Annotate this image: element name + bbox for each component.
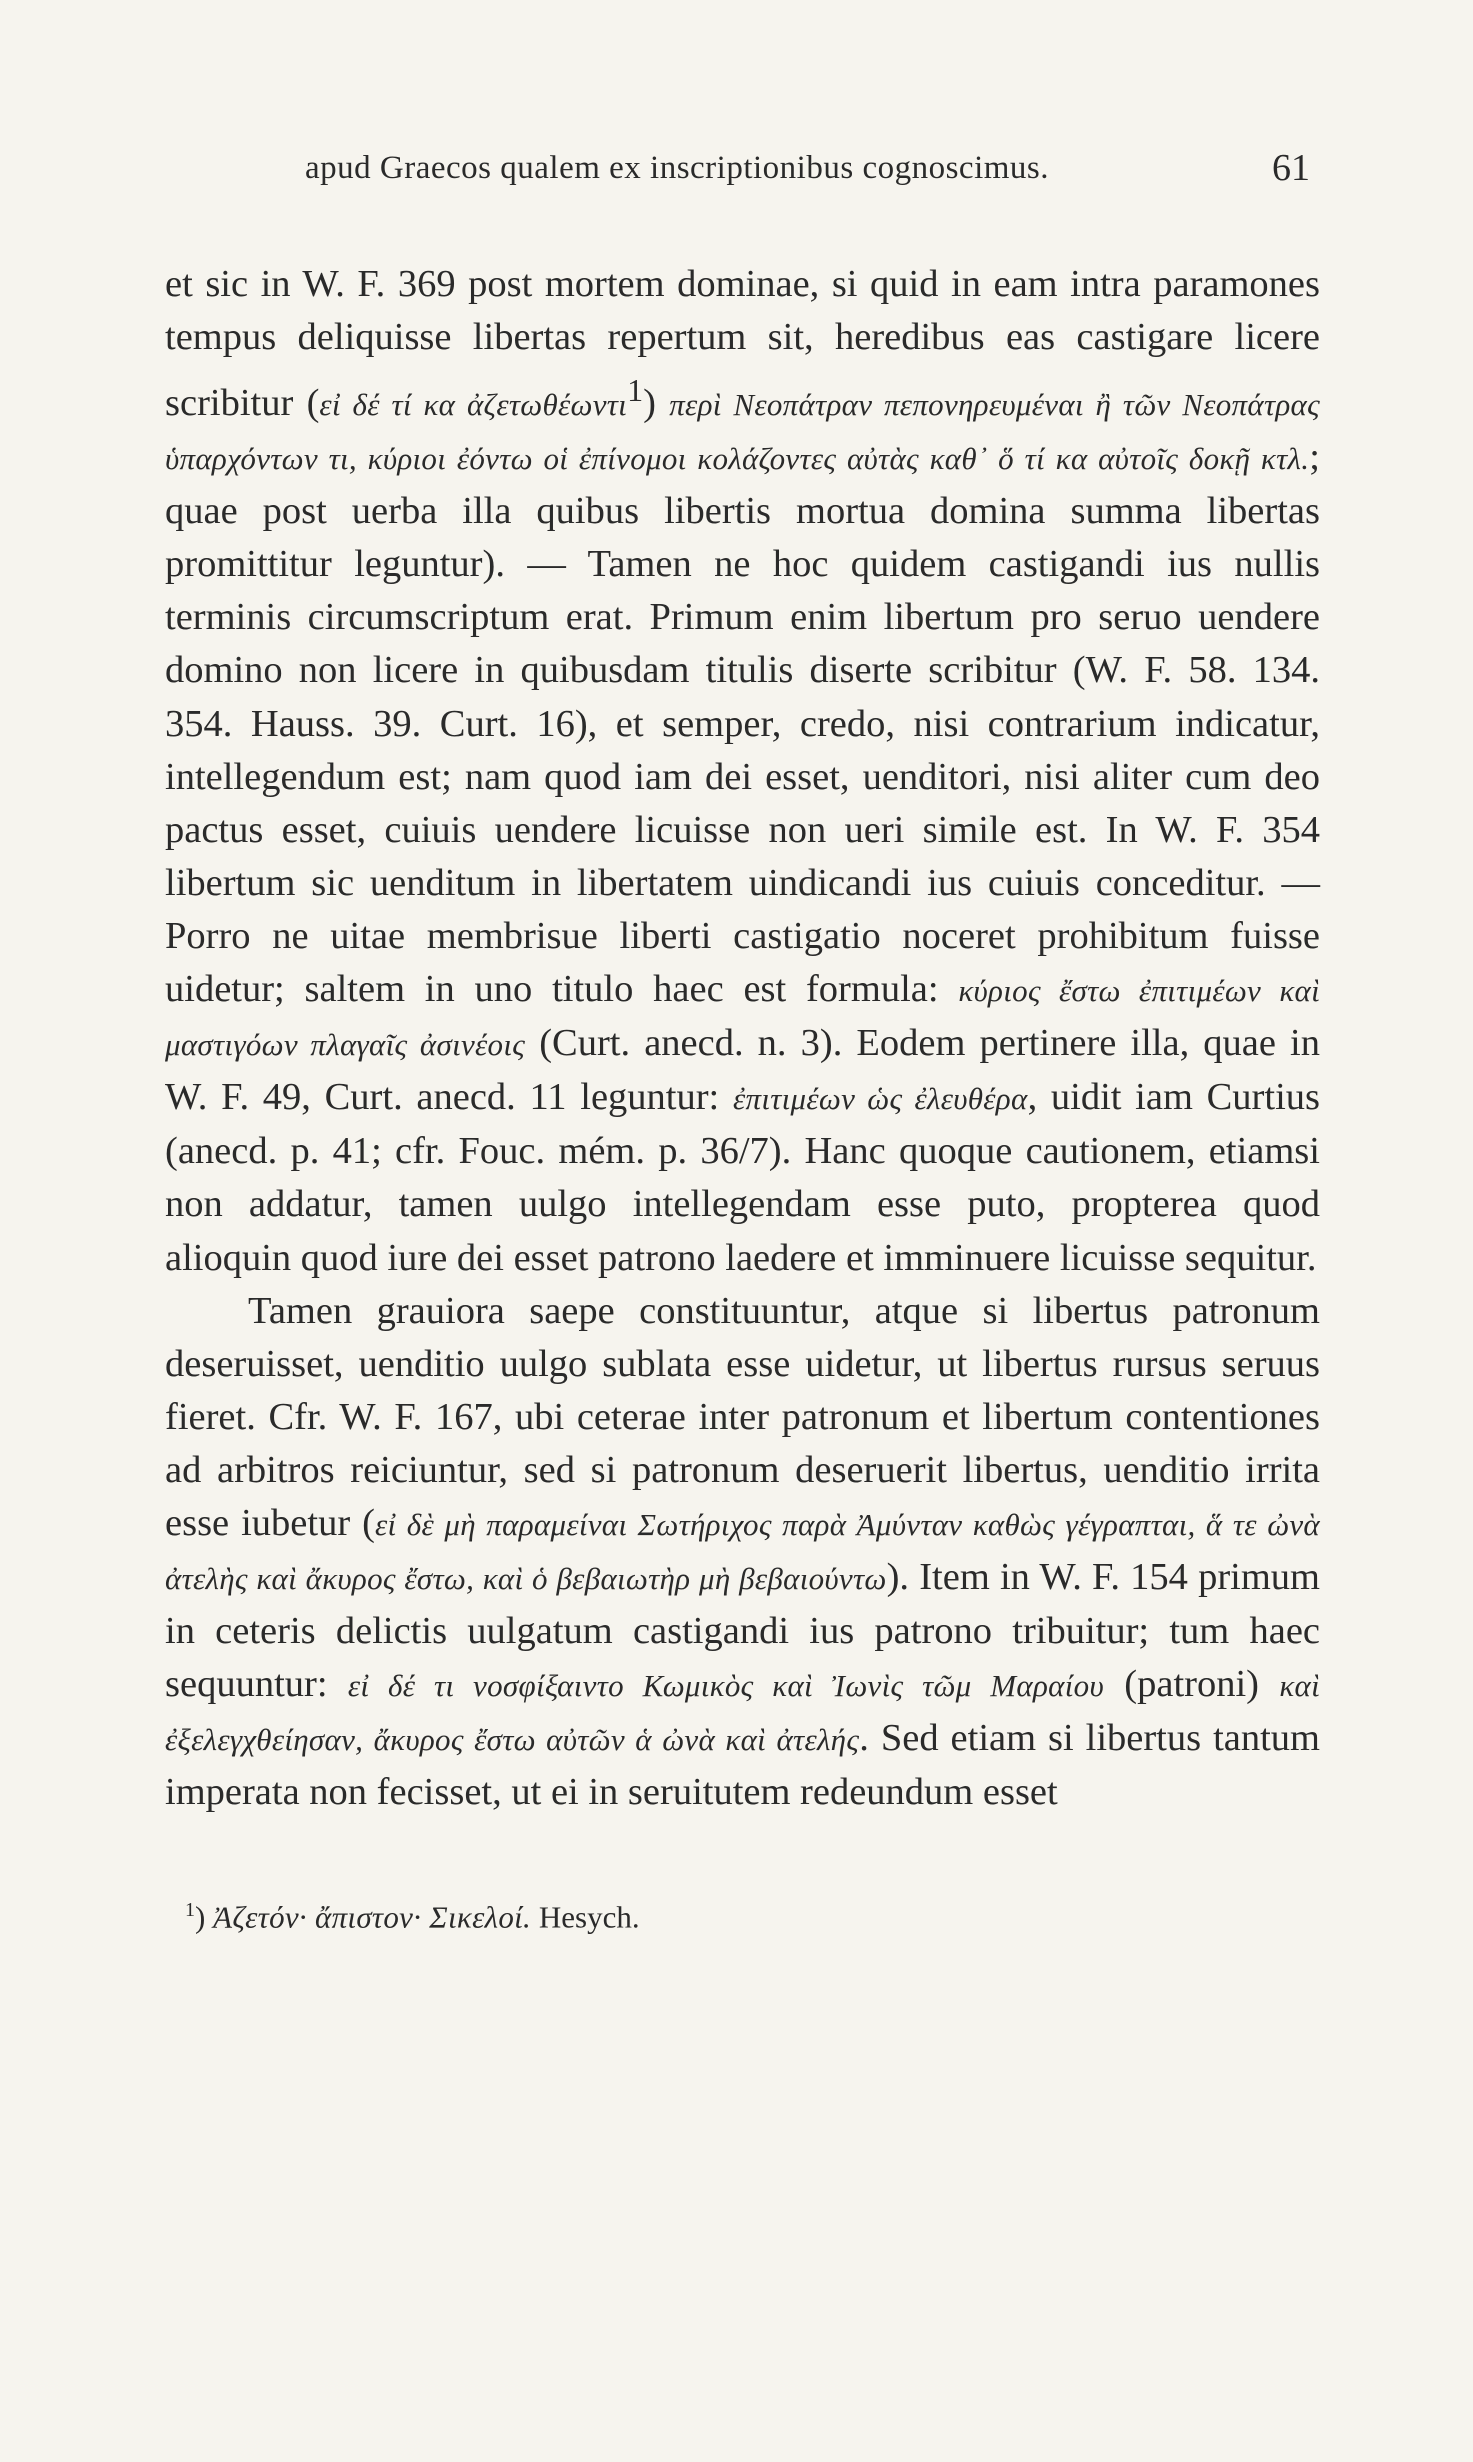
text-run: ). Item in W. F. 154 primum in ceteris delictis uulgatum castigandi ius patrono tribuitur; tum haec sequuntur: <box>165 1556 1320 1706</box>
text-run: (patroni) <box>1103 1663 1280 1706</box>
text-run: Tamen grauiora saepe constituuntur, atque si libertus patronum deseruisset, uenditio uulgo sublata esse uidetur, ut libertus rursus seruus fieret. Cfr. W. F. 167, ubi ceterae inter patronum et libertum contentiones ad arbitros reiciuntur, sed si patronum deseruerit libertus, uenditio irrita esse iubetur ( <box>165 1289 1320 1544</box>
text-run: et sic in W. F. 369 post mortem dominae, si quid in eam intra paramones tempus deliquisse libertas repertum sit, heredibus eas castigare licere scribitur ( <box>165 263 1320 425</box>
page-header <box>165 140 1320 200</box>
footnote-marker: 1 <box>185 1898 195 1921</box>
greek-quote: εἰ δέ τί κα ἀζετωθέωντι <box>319 387 628 423</box>
greek-quote: εἰ δέ τι νοσφίξαιντο Κωμικὸς καὶ Ἰωνὶς τῶμ Μαραίου <box>347 1668 1104 1704</box>
running-head: apud Graecos qualem ex inscriptionibus cognoscimus. <box>305 150 1050 186</box>
text-run: ; quae post uerba illa quibus libertis mortua domina summa libertas promittitur leguntur). — Tamen ne hoc quidem castigandi ius nullis terminis circumscriptum erat. Primum enim libertum pro seruo uendere domino non licere in quibusdam titulis diserte scribitur (W. F. 58. 134. 354. Hauss. 39. Curt. 16), et semper, credo, nisi contrarium indicatur, intellegendum est; nam quod iam dei esset, uenditori, nisi aliter cum deo pactus esset, cuiuis uendere licuisse non ueri simile est. In W. F. 354 libertum sic uenditum in libertatem uindicandi ius cuiuis conceditur. — Porro ne uitae membrisue liberti castigatio noceret prohibitum fuisse uidetur; saltem in uno titulo haec est formula: <box>165 436 1320 1011</box>
footnote: $^1$) Ἀζετόν· ἄπιστον· Σικελοί. Hesych. <box>185 1898 640 1934</box>
body-text <box>165 258 1320 1820</box>
greek-quote: ἐπιτιμέων ὡς ἐλευθέρα <box>732 1081 1028 1117</box>
greek-quote: καὶ ἐξελεγχθείησαν, ἄκυρος ἔστω αὐτῶν ἁ ὠνὰ καὶ ἀτελής <box>165 1668 1320 1758</box>
greek-quote: κύριος ἔστω ἐπιτιμέων καὶ μαστιγόων πλαγαῖς ἀσινέοις <box>165 973 1320 1063</box>
greek-quote: εἰ δὲ μὴ παραμείναι Σωτήριχος παρὰ Ἀμύνταν καθὼς γέγραπται, ἅ τε ὠνὰ ἀτελὴς καὶ ἄκυρος ἔστω, καὶ ὁ βεβαιωτὴρ μὴ βεβαιούντω <box>165 1506 1321 1597</box>
footnote-ref: 1 <box>627 372 644 409</box>
page <box>165 140 1320 1937</box>
paragraph-1 <box>165 258 1320 1285</box>
paragraph-2 <box>165 1285 1320 1820</box>
text-run: (Curt. anecd. n. 3). Eodem pertinere illa, quae in W. F. 49, Curt. anecd. 11 leguntur: <box>165 1022 1320 1119</box>
greek-quote: περὶ Νεοπάτραν πεπονηρευμέναι ἢ τῶν Νεοπάτρας ὑπαρχόντων τι, κύριοι ἐόντω οἱ ἐπίνομοι κολάζοντες αὐτὰς καθ᾽ ὅ τί κα αὐτοῖς δοκῇ κτλ. <box>165 387 1320 477</box>
text-run: . Sed etiam si libertus tantum imperata non fecisset, ut ei in seruitutem redeundum esset <box>165 1717 1320 1814</box>
text-run: , uidit iam Curtius (anecd. p. 41; cfr. Fouc. mém. p. 36/7). Hanc quoque cautionem, etiamsi non addatur, tamen uulgo intellegendam esse puto, propterea quod alioquin quod iure dei esset patrono laedere et imminuere licuisse sequitur. <box>165 1076 1320 1279</box>
footnote-source: Hesych. <box>538 1898 640 1934</box>
page-number: 61 <box>1272 147 1310 189</box>
text-run: ) <box>643 382 670 425</box>
footnote-greek: Ἀζετόν· ἄπιστον· Σικελοί. <box>213 1898 532 1934</box>
